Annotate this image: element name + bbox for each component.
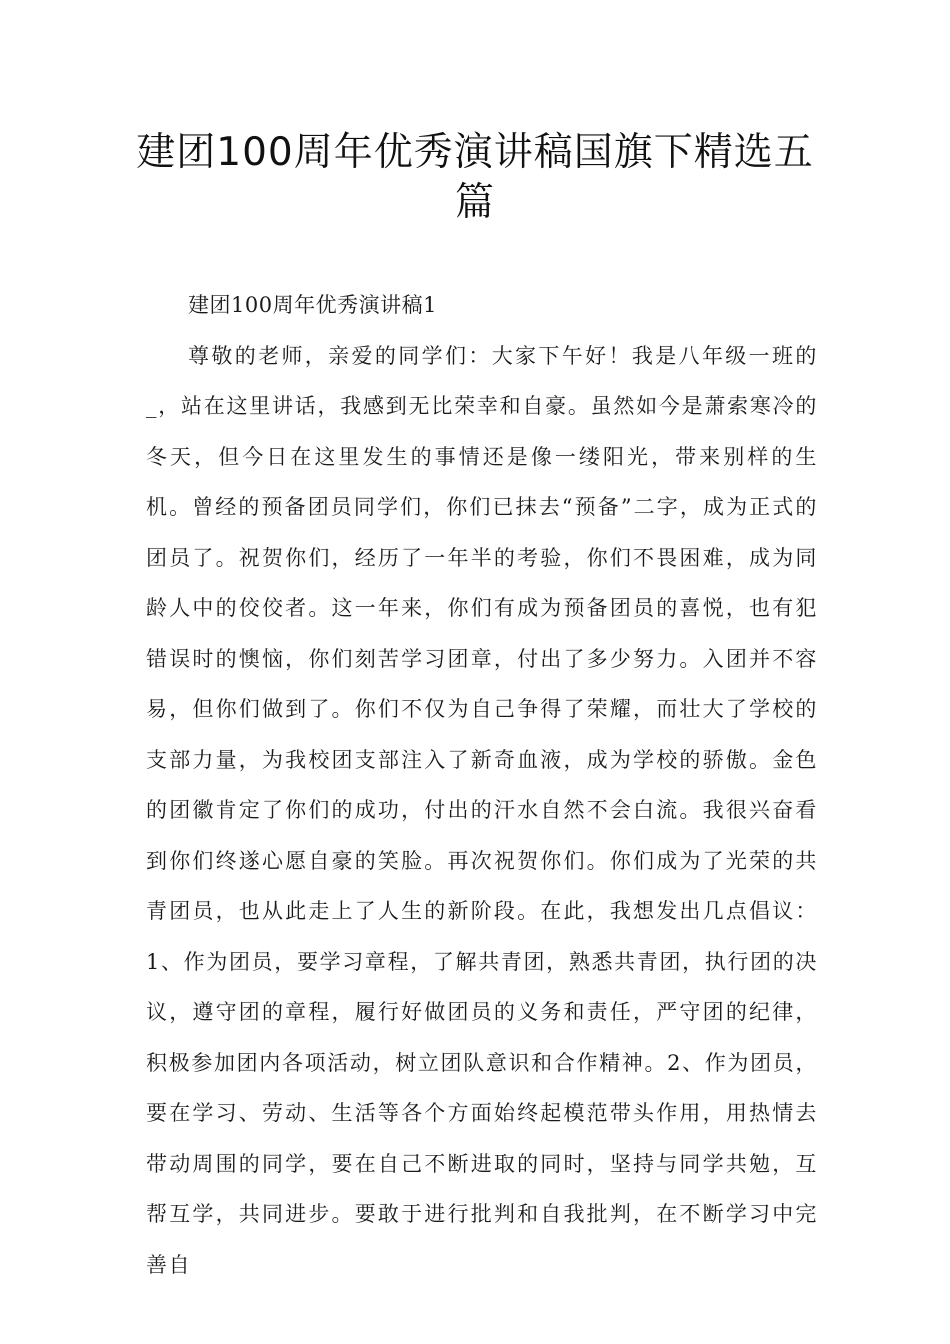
body-paragraph: 尊敬的老师，亲爱的同学们：大家下午好！我是八年级一班的_，站在这里讲话，我感到无比荣幸和自豪。虽然如今是萧索寒冷的冬天，但今日在这里发生的事情还是像一缕阳光，带来别样的生机。曾经的预备团员同学们，你们已抹去“预备”二字，成为正式的团员了。祝贺你们，经历了一年半的考验，你们不畏困难，成为同龄人中的佼佼者。这一年来，你们有成为预备团员的喜悦，也有犯错误时的懊恼，你们刻苦学习团章，付出了多少努力。入团并不容易，但你们做到了。你们不仅为自己争得了荣耀，而壮大了学校的支部力量，为我校团支部注入了新奇血液，成为学校的骄傲。金色的团徽肯定了你们的成功，付出的汗水自然不会白流。我很兴奋看到你们终遂心愿自豪的笑脸。再次祝贺你们。你们成为了光荣的共青团员，也从此走上了人生的新阶段。在此，我想发出几点倡议：1、作为团员，要学习章程，了解共青团，熟悉共青团，执行团的决议，遵守团的章程，履行好做团员的义务和责任，严守团的纪律，积极参加团内各项活动，树立团队意识和合作精神。2、作为团员，要在学习、劳动、生活等各个方面始终起模范带头作用，用热情去带动周围的同学，要在自己不断进取的同时，坚持与同学共勉，互帮互学，共同进步。要敢于进行批判和自我批判，在不断学习中完善自: [146, 343, 818, 1277]
document-title: 建团100周年优秀演讲稿国旗下精选五篇: [136, 130, 814, 225]
section-heading: 建团100周年优秀演讲稿1: [188, 293, 437, 317]
document-body: [146, 280, 818, 1290]
